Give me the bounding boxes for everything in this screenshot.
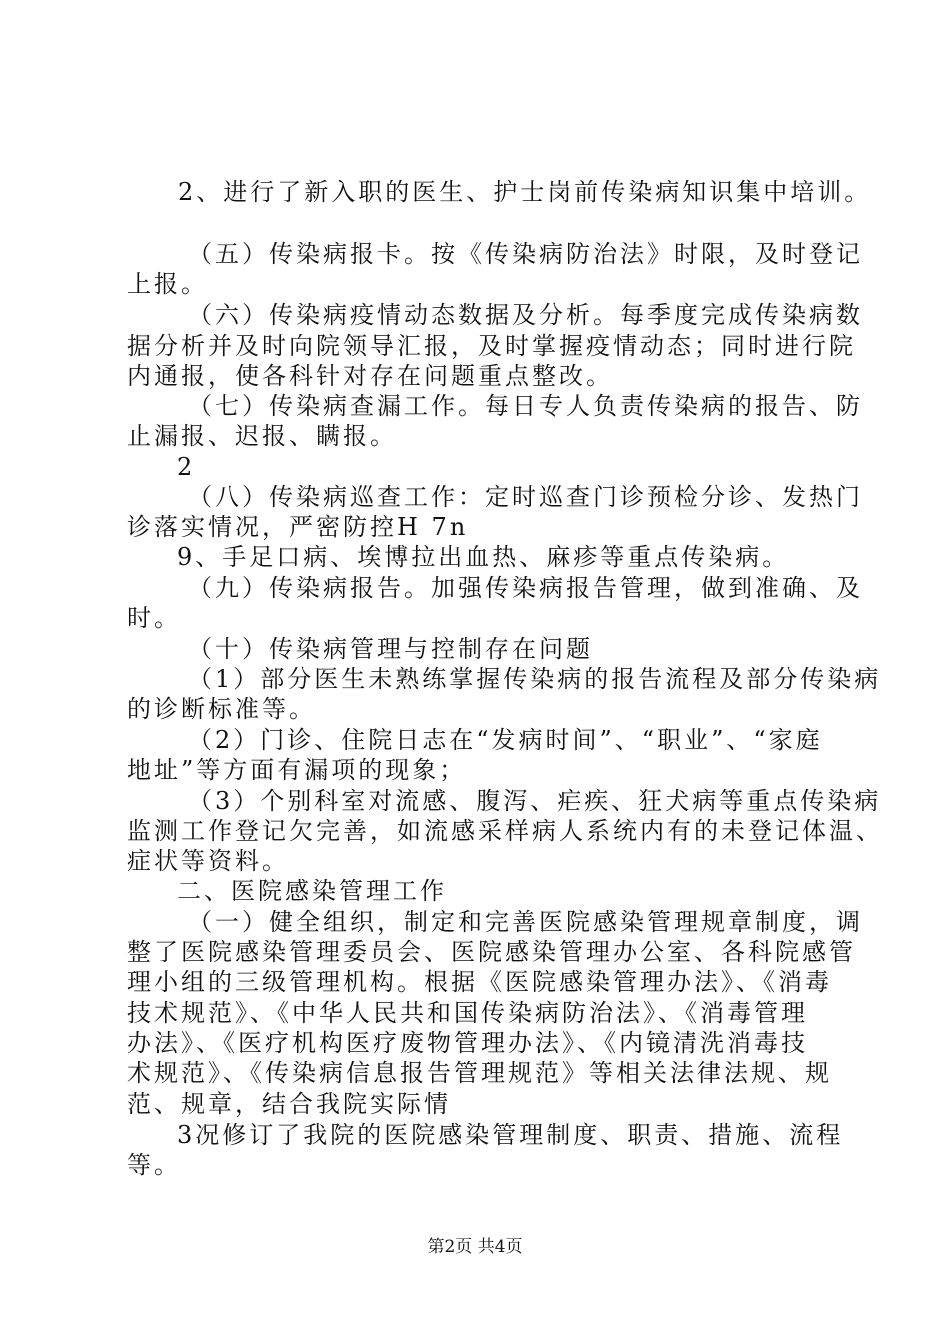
body-line: 症状等资料。 xyxy=(127,847,289,875)
body-line: 范、规章，结合我院实际情 xyxy=(127,1090,451,1118)
body-line: 术规范》、《传染病信息报告管理规范》等相关法律法规、规 xyxy=(127,1059,832,1087)
body-line: 整了医院感染管理委员会、医院感染管理办公室、各科院感管 xyxy=(127,938,856,966)
body-line: 2、进行了新入职的医生、护士岗前传染病知识集中培训。 xyxy=(178,178,872,206)
body-line: 时。 xyxy=(127,604,181,632)
body-line: 等。 xyxy=(127,1151,181,1179)
page-footer: 第2页 共4页 xyxy=(427,1237,523,1257)
body-line: 理小组的三级管理机构。根据《医院感染管理办法》、《消毒 xyxy=(127,968,832,996)
body-line: 的诊断标准等。 xyxy=(127,695,316,723)
body-line: 3况修订了我院的医院感染管理制度、职责、措施、流程 xyxy=(177,1121,844,1149)
body-line: （2）门诊、住院日志在“发病时间”、“职业”、“家庭 xyxy=(188,726,823,754)
body-line: 技术规范》、《中华人民共和国传染病防治法》、《消毒管理 xyxy=(127,999,808,1027)
body-line: （五）传染病报卡。按《传染病防治法》时限，及时登记 xyxy=(188,240,863,268)
body-line: （八）传染病巡查工作：定时巡查门诊预检分诊、发热门 xyxy=(188,483,863,511)
body-line: （一）健全组织，制定和完善医院感染管理规章制度，调 xyxy=(188,908,863,936)
body-line: 止漏报、迟报、瞒报。 xyxy=(127,422,397,450)
body-line: （1）部分医生未熟练掌握传染病的报告流程及部分传染病 xyxy=(188,665,882,693)
body-line: 诊落实情况，严密防控H 7n xyxy=(127,513,469,541)
body-line: 办法》、《医疗机构医疗废物管理办法》、《内镜清洗消毒技 xyxy=(127,1029,808,1057)
body-line: 9、手足口病、埃博拉出血热、麻疹等重点传染病。 xyxy=(177,543,790,571)
body-line: 2 xyxy=(177,453,196,481)
body-line: 上报。 xyxy=(127,270,208,298)
body-line: （七）传染病查漏工作。每日专人负责传染病的报告、防 xyxy=(188,392,863,420)
section-heading: 二、医院感染管理工作 xyxy=(177,877,447,905)
body-line: 地址”等方面有漏项的现象； xyxy=(127,756,467,784)
body-line: （九）传染病报告。加强传染病报告管理，做到准确、及 xyxy=(188,574,863,602)
body-line: （十）传染病管理与控制存在问题 xyxy=(188,635,593,663)
body-line: 据分析并及时向院领导汇报，及时掌握疫情动态；同时进行院 xyxy=(127,332,856,360)
body-line: （3）个别科室对流感、腹泻、疟疾、狂犬病等重点传染病 xyxy=(188,787,882,815)
body-line: 监测工作登记欠完善，如流感采样病人系统内有的未登记体温、 xyxy=(127,817,883,845)
body-line: （六）传染病疫情动态数据及分析。每季度完成传染病数 xyxy=(188,301,863,329)
body-line: 内通报，使各科针对存在问题重点整改。 xyxy=(127,362,613,390)
